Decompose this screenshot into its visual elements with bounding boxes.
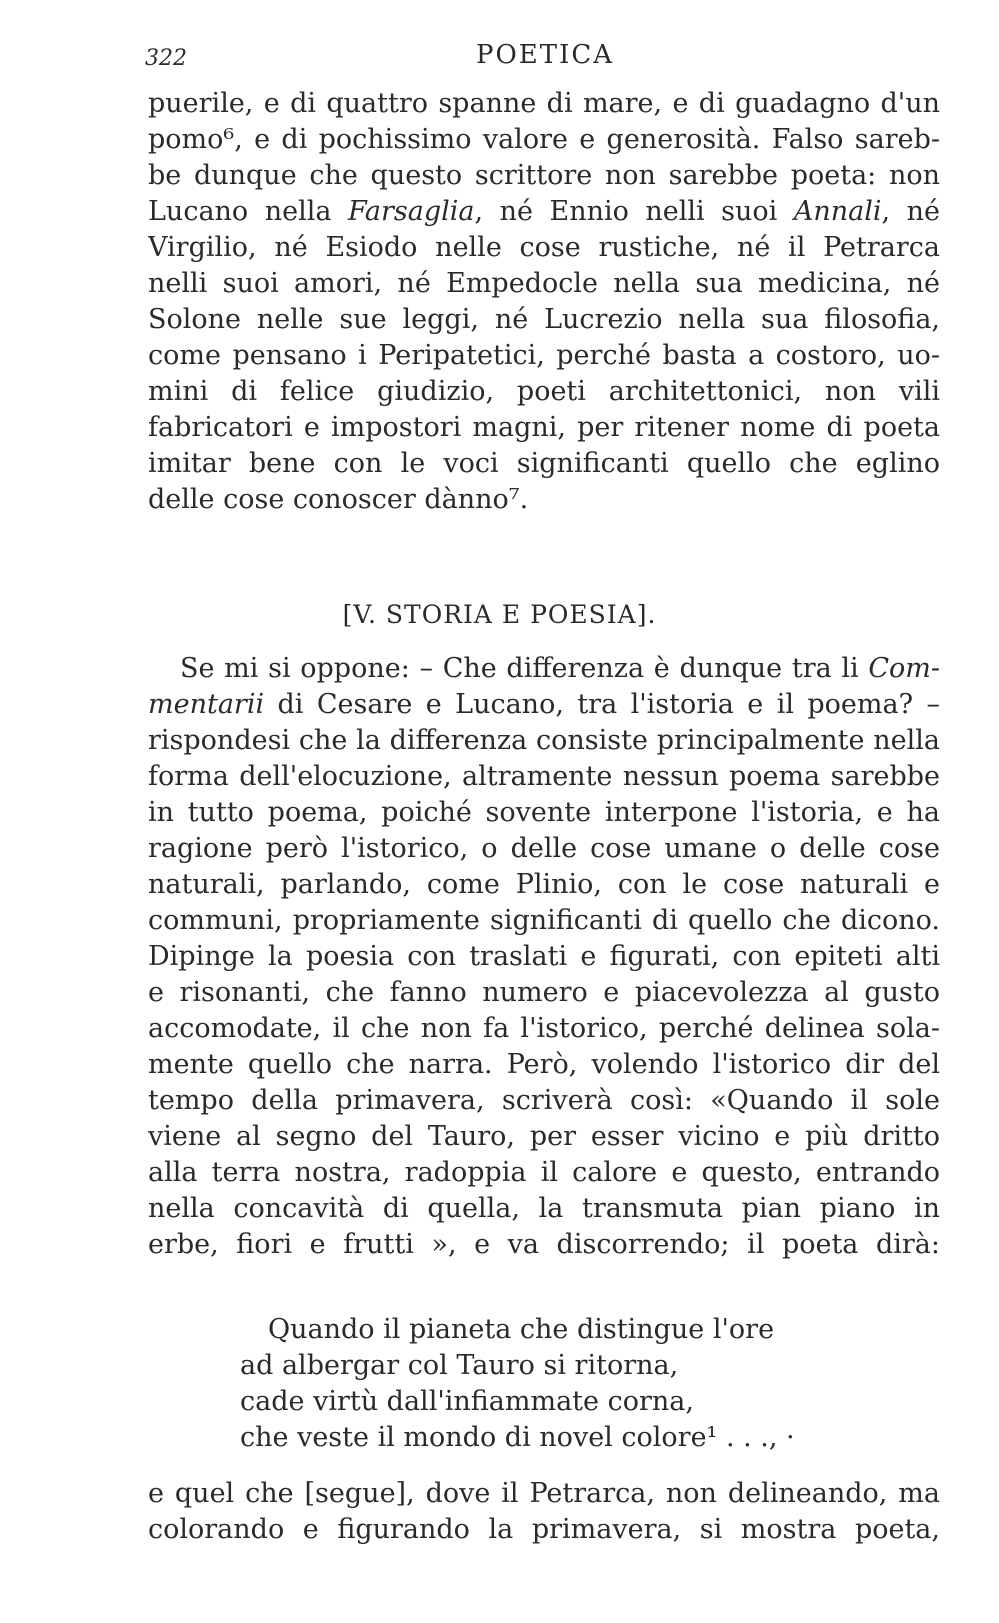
text-line: e risonanti, che fanno numero e piacevolezza al gusto [148,977,940,1008]
text-line: nella concavità di quella, la transmuta pian piano in [148,1193,940,1224]
text-line: puerile, e di quattro spanne di mare, e di guadagno d'un [148,88,940,119]
text-line: naturali, parlando, come Plinio, con le cose naturali e [148,869,940,900]
poem-quotation [240,1312,940,1456]
text-line: erbe, fiori e frutti », e va discorrendo; il poeta dirà: [148,1229,940,1260]
text-line: pomo⁶, e di pochissimo valore e generosità. Falso sareb‐ [148,124,940,155]
text-line: Virgilio, né Esiodo nelle cose rustiche, né il Petrarca [148,232,940,263]
text-line: communi, propriamente significanti di quello che dicono. [148,905,940,936]
running-title: POETICA [475,40,615,70]
text-line: imitar bene con le voci significanti quello che eglino [148,448,940,479]
text-line: forma dell'elocuzione, altramente nessun poema sarebbe [148,761,940,792]
text-line: tempo della primavera, scriverà così: «Quando il sole [148,1085,940,1116]
text-line: accomodate, il che non fa l'istorico, perché delinea sola‐ [148,1013,940,1044]
poem-verse: cade virtù dall'infiammate corna, [240,1386,694,1417]
paragraph-1 [148,86,940,518]
section-heading [0,600,999,629]
text-line: be dunque che questo scrittore non sarebbe poeta: non [148,160,940,191]
text-line: e quel che [segue], dove il Petrarca, non delineando, ma [148,1478,940,1509]
text-line: fabricatori e impostori magni, per ritener nome di poeta [148,412,940,443]
text-line: ragione però l'istorico, o delle cose umane o delle cose [148,833,940,864]
text-line: mentarii di Cesare e Lucano, tra l'istoria e il poema? – [148,689,940,720]
section-heading-text: [V. STORIA E POESIA]. [342,600,657,629]
text-line: delle cose conoscer dànno⁷. [148,484,529,515]
paragraph-2 [148,651,940,1263]
poem-verse: Quando il pianeta che distingue l'ore [268,1314,775,1345]
text-line: mini di felice giudizio, poeti architettonici, non vili [148,376,940,407]
text-line: come pensano i Peripatetici, perché basta a costoro, uo‐ [148,340,940,371]
poem-verse: ad albergar col Tauro si ritorna, [240,1350,679,1381]
poem-verse: che veste il mondo di novel colore¹ . . ., · [240,1422,795,1453]
text-line: nelli suoi amori, né Empedocle nella sua medicina, né [148,268,940,299]
text-line: Solone nelle sue leggi, né Lucrezio nella sua filosofia, [148,304,940,335]
text-line: alla terra nostra, radoppia il calore e questo, entrando [148,1157,940,1188]
text-line: Lucano nella Farsaglia, né Ennio nelli suoi Annali, né [148,196,940,227]
text-line: viene al segno del Tauro, per esser vicino e più dritto [148,1121,940,1152]
text-line: in tutto poema, poiché sovente interpone l'istoria, e ha [148,797,940,828]
text-line: rispondesi che la differenza consiste principalmente nella [148,725,940,756]
page-number: 322 [145,46,187,71]
paragraph-3 [148,1476,940,1548]
text-line: mente quello che narra. Però, volendo l'istorico dir del [148,1049,940,1080]
page-header [145,38,945,78]
text-line: Dipinge la poesia con traslati e figurati, con epiteti alti [148,941,940,972]
text-line: colorando e figurando la primavera, si mostra poeta, [148,1514,940,1545]
text-line: Se mi si oppone: – Che differenza è dunque tra li Com‐ [180,653,940,684]
